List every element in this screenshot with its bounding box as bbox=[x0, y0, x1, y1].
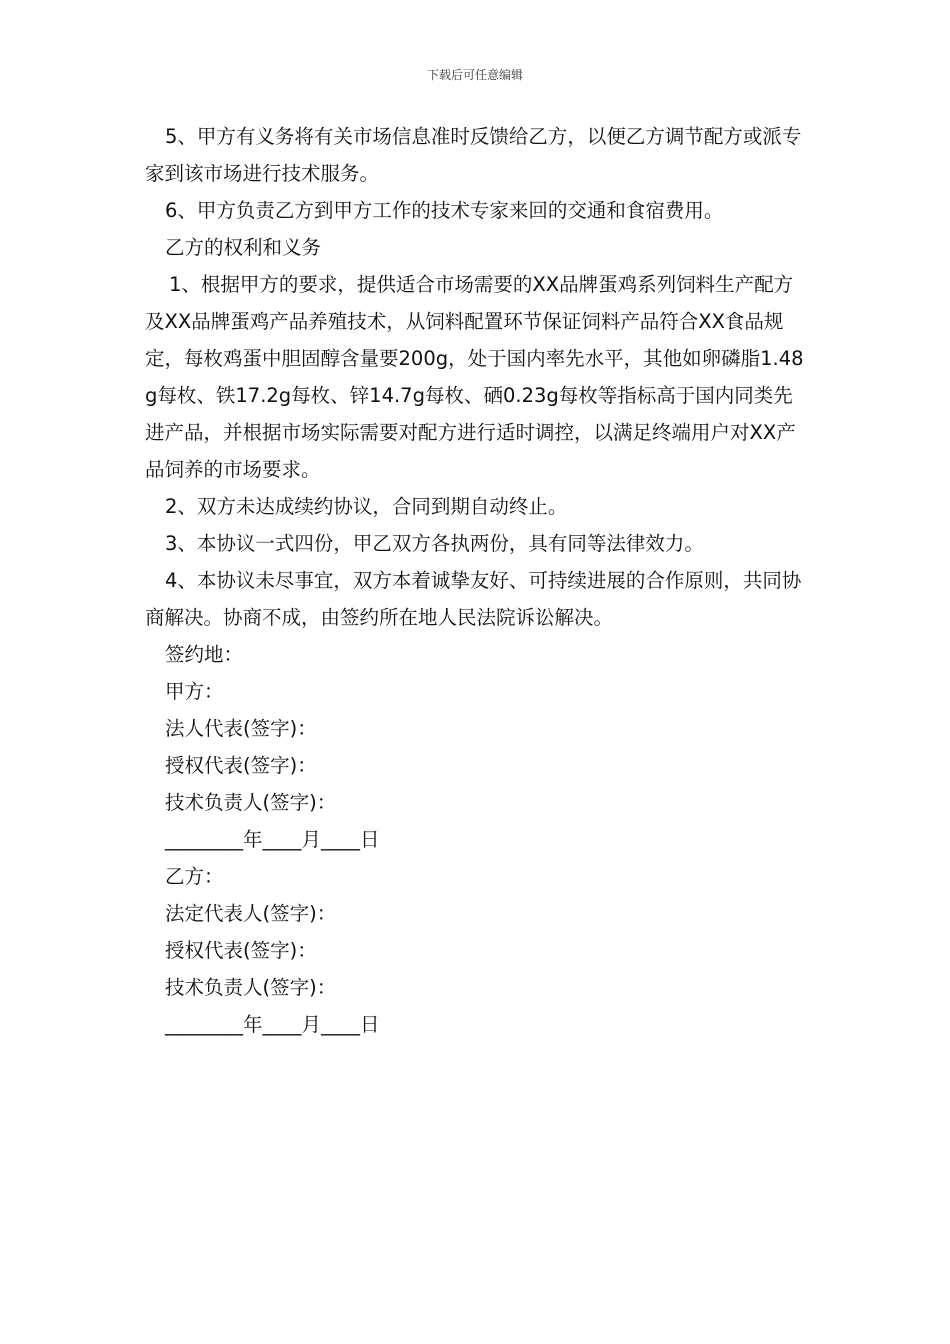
clause-a6: 6、甲方负责乙方到甲方工作的技术专家来回的交通和食宿费用。 bbox=[165, 199, 724, 222]
party-a-legal-rep: 法人代表(签字)： bbox=[165, 717, 317, 740]
party-b-authorized-rep: 授权代表(签字)： bbox=[165, 939, 317, 962]
party-b-label: 乙方： bbox=[165, 865, 224, 888]
party-b-tech-lead: 技术负责人(签字)： bbox=[165, 976, 337, 999]
section-heading-party-b: 乙方的权利和义务 bbox=[165, 236, 322, 259]
clause-3: 3、本协议一式四份，甲乙双方各执两份，具有同等法律效力。 bbox=[165, 532, 704, 555]
party-a-tech-lead: 技术负责人(签字)： bbox=[165, 791, 337, 814]
party-a-label: 甲方： bbox=[165, 680, 224, 703]
clause-4: 4、本协议未尽事宜，双方本着诚挚友好、可持续进展的合作原则，共同协商解决。协商不成，由签约所在地人民法院诉讼解决。 bbox=[145, 569, 802, 629]
page-header: 下载后可任意编辑 bbox=[426, 68, 523, 82]
party-b-date: ________年____月____日 bbox=[165, 1013, 380, 1036]
document-body bbox=[145, 118, 810, 1043]
party-a-date: ________年____月____日 bbox=[165, 828, 380, 851]
party-a-authorized-rep: 授权代表(签字)： bbox=[165, 754, 317, 777]
signing-place: 签约地： bbox=[165, 643, 244, 666]
party-b-legal-rep: 法定代表人(签字)： bbox=[165, 902, 337, 925]
clause-b1: 1、根据甲方的要求，提供适合市场需要的XX品牌蛋鸡系列饲料生产配方及XX品牌蛋鸡产品养殖技术，从饲料配置环节保证饲料产品符合XX食品规定，每枚鸡蛋中胆固醇含量要200g，处于国内率先水平，其他如卵磷脂1.48g每枚、铁17.2g每枚、锌14.7g每枚、硒0.23g每枚等指标高于国内同类先进产品，并根据市场实际需要对配方进行适时调控，以满足终端用户对XX产品饲养的市场要求。 bbox=[145, 273, 804, 481]
clause-a5: 5、甲方有义务将有关市场信息准时反馈给乙方，以便乙方调节配方或派专家到该市场进行技术服务。 bbox=[145, 125, 802, 185]
clause-2: 2、双方未达成续约协议，合同到期自动终止。 bbox=[165, 495, 568, 518]
